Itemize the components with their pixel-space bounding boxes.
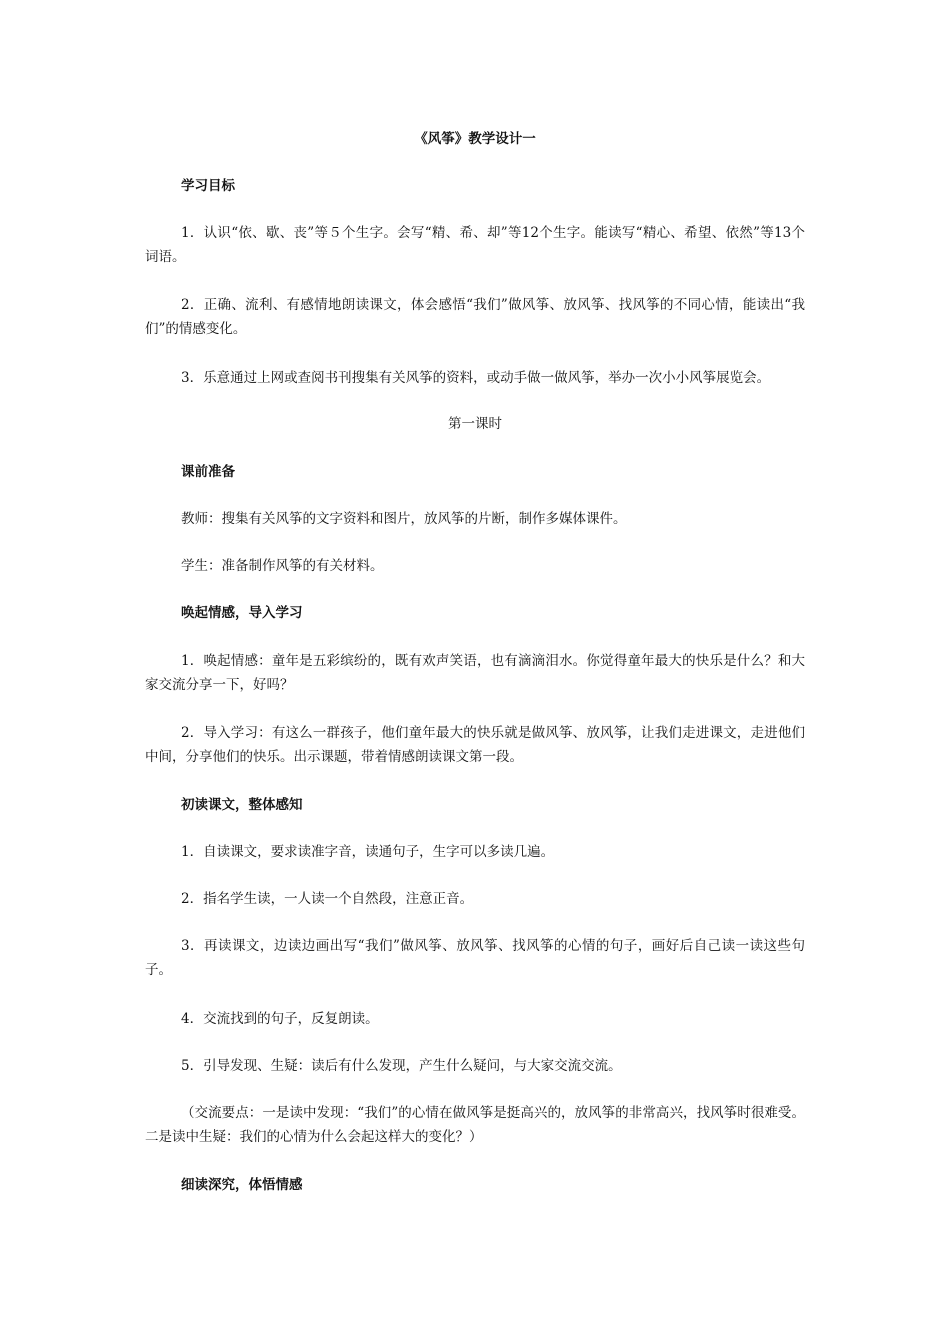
heading-deep-reading: 细读深究，体悟情感 xyxy=(181,1177,303,1193)
document-title: 《风筝》教学设计一 xyxy=(414,131,536,147)
heading-first-reading: 初读课文，整体感知 xyxy=(181,797,303,813)
heading-intro: 唤起情感，导入学习 xyxy=(181,605,303,621)
heading-preparation: 课前准备 xyxy=(181,464,235,480)
prep-teacher-paragraph: 教师：搜集有关风筝的文字资料和图片，放风筝的片断，制作多媒体课件。 xyxy=(181,511,627,527)
read-note-paragraph: （交流要点：一是读中发现：“我们”的心情在做风筝是挺高兴的，放风筝的非常高兴，找风筝时很难受。二是读中生疑：我们的心情为什么会起这样大的变化？） xyxy=(145,1105,805,1145)
read-4-paragraph: 4．交流找到的句子，反复朗读。 xyxy=(181,1011,379,1027)
intro-2-paragraph: 2．导入学习：有这么一群孩子，他们童年最大的快乐就是做风筝、放风筝，让我们走进课文，走进他们中间，分享他们的快乐。出示课题，带着情感朗读课文第一段。 xyxy=(145,725,805,765)
goal-1-paragraph: 1．认识“依、歇、丧”等５个生字。会写“精、希、却”等12个生字。能读写“精心、希望、依然”等13个词语。 xyxy=(145,225,805,265)
lesson-heading: 第一课时 xyxy=(448,416,502,432)
read-1-paragraph: 1．自读课文，要求读准字音，读通句子，生字可以多读几遍。 xyxy=(181,844,555,860)
read-2-paragraph: 2．指名学生读，一人读一个自然段，注意正音。 xyxy=(181,891,474,907)
goal-3-paragraph: 3．乐意通过上网或查阅书刊搜集有关风筝的资料，或动手做一做风筝，举办一次小小风筝展览会。 xyxy=(181,370,771,386)
read-5-paragraph: 5．引导发现、生疑：读后有什么发现，产生什么疑问，与大家交流交流。 xyxy=(181,1058,622,1074)
intro-1-paragraph: 1．唤起情感：童年是五彩缤纷的，既有欢声笑语，也有滴滴泪水。你觉得童年最大的快乐是什么？和大家交流分享一下，好吗？ xyxy=(145,653,805,693)
heading-learning-goals: 学习目标 xyxy=(181,178,235,194)
goal-2-paragraph: 2．正确、流利、有感情地朗读课文，体会感悟“我们”做风筝、放风筝、找风筝的不同心情，能读出“我们”的情感变化。 xyxy=(145,297,805,337)
read-3-paragraph: 3．再读课文，边读边画出写“我们”做风筝、放风筝、找风筝的心情的句子，画好后自己读一读这些句子。 xyxy=(145,938,805,978)
prep-student-paragraph: 学生：准备制作风筝的有关材料。 xyxy=(181,558,384,574)
